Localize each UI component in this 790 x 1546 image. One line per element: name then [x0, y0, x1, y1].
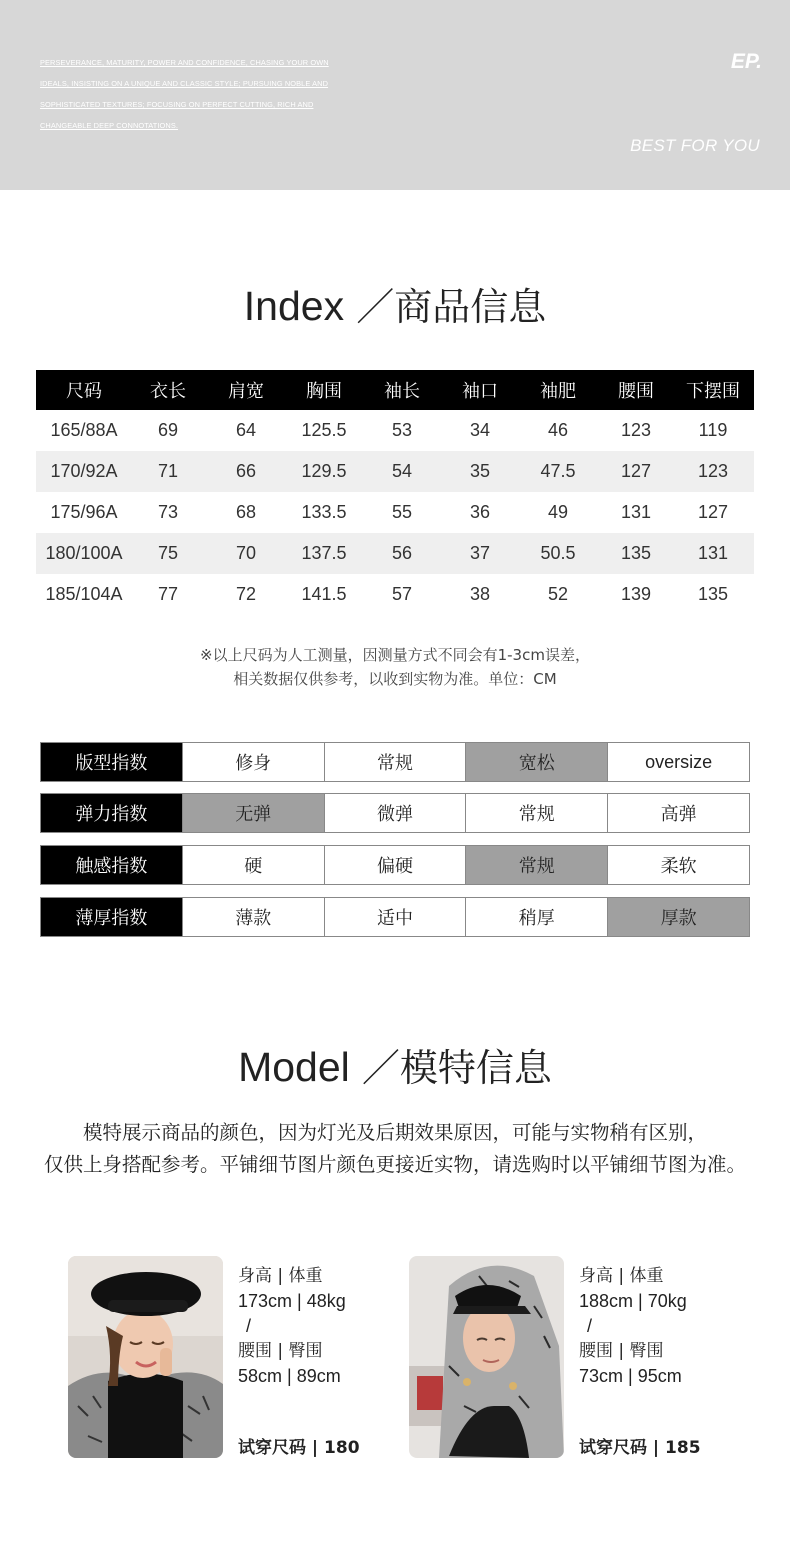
index-section-title: [0, 276, 790, 331]
thickness-index-row: [40, 897, 750, 937]
table-cell: 54: [360, 451, 444, 492]
table-cell: 34: [469, 420, 491, 440]
touch-index-row: [40, 845, 750, 885]
table-cell: 36: [469, 502, 491, 522]
column-header: 胸围: [288, 370, 360, 410]
table-cell: 131: [620, 502, 652, 522]
motto-line: IDEALS, INSISTING ON A UNIQUE AND CLASSIC STYLE; PURSUING NOBLE AND: [40, 79, 329, 88]
table-cell: 123: [672, 451, 754, 492]
table-cell: 127: [600, 451, 672, 492]
waist-hip-value: 73cm | 95cm: [579, 1366, 682, 1386]
table-cell: 175/96A: [50, 502, 118, 522]
table-cell: 135: [697, 584, 729, 604]
table-cell: 66: [204, 451, 288, 492]
index-option-selected: 宽松: [465, 743, 607, 781]
table-cell: 75: [132, 533, 204, 574]
index-option: 微弹: [324, 794, 466, 832]
table-cell: 37: [444, 533, 516, 574]
height-weight-label: 身高 | 体重: [238, 1266, 323, 1286]
index-option: 常规: [465, 794, 607, 832]
table-cell: 137.5: [288, 533, 360, 574]
brand-banner: [0, 0, 790, 190]
index-option: 常规: [324, 743, 466, 781]
waist-hip-value: 58cm | 89cm: [238, 1366, 341, 1386]
table-cell: 127: [697, 502, 729, 522]
table-cell: 135: [600, 533, 672, 574]
index-option: 适中: [324, 898, 466, 936]
title-en: Index: [243, 283, 345, 329]
model-photo: [409, 1256, 564, 1458]
desc-line: 仅供上身搭配参考。平铺细节图片颜色更接近实物，请选购时以平铺细节图为准。: [43, 1153, 746, 1176]
brand-tagline: BEST FOR YOU: [630, 136, 760, 155]
column-header: 下摆围: [672, 370, 754, 410]
table-cell: 125.5: [301, 420, 347, 440]
table-cell: 56: [360, 533, 444, 574]
info-divider: /: [587, 1316, 593, 1336]
table-row: [36, 492, 754, 533]
table-cell: 55: [391, 502, 413, 522]
table-cell: 185/104A: [45, 584, 123, 604]
table-cell: 64: [235, 420, 257, 440]
table-cell: 38: [469, 584, 491, 604]
table-cell: 50.5: [516, 533, 600, 574]
table-cell: 129.5: [288, 451, 360, 492]
height-weight-label: 身高 | 体重: [579, 1266, 664, 1286]
model-description: [0, 1117, 790, 1181]
index-option: oversize: [607, 743, 749, 781]
index-option-selected: 厚款: [607, 898, 749, 936]
index-option: 稍厚: [465, 898, 607, 936]
table-cell: 68: [235, 502, 257, 522]
model-photo: [68, 1256, 223, 1458]
table-cell: 133.5: [301, 502, 347, 522]
index-label: 触感指数: [41, 846, 182, 884]
motto-line: CHANGEABLE DEEP CONNOTATIONS.: [40, 121, 179, 130]
table-cell: 131: [672, 533, 754, 574]
table-cell: 139: [620, 584, 652, 604]
fit-size: 试穿尺码 | 180: [238, 1438, 360, 1458]
measurement-note: [0, 643, 790, 691]
index-option-selected: 常规: [465, 846, 607, 884]
table-cell: 49: [547, 502, 569, 522]
index-label: 弹力指数: [41, 794, 182, 832]
title-en: Model: [238, 1044, 350, 1090]
title-separator: ／: [361, 1046, 400, 1090]
height-weight-value: 173cm | 48kg: [238, 1291, 346, 1311]
table-cell: 73: [157, 502, 179, 522]
column-header: 衣长: [132, 370, 204, 410]
table-cell: 180/100A: [36, 533, 132, 574]
table-cell: 165/88A: [50, 420, 118, 440]
index-option: 修身: [182, 743, 324, 781]
title-separator: ／: [356, 285, 395, 329]
model-info: [579, 1264, 701, 1458]
title-cn: 商品信息: [394, 285, 547, 329]
fit-size: 试穿尺码 | 185: [579, 1438, 701, 1458]
column-header: 袖口: [444, 370, 516, 410]
index-option: 偏硬: [324, 846, 466, 884]
table-row: [36, 533, 754, 574]
index-option: 薄款: [182, 898, 324, 936]
table-cell: 47.5: [516, 451, 600, 492]
index-label: 薄厚指数: [41, 898, 182, 936]
table-cell: 35: [444, 451, 516, 492]
column-header: 袖肥: [516, 370, 600, 410]
table-cell: 72: [235, 584, 257, 604]
size-table: [36, 370, 754, 615]
note-line: 相关数据仅供参考，以收到实物为准。单位：CM: [233, 670, 557, 688]
fit-index-row: [40, 742, 750, 782]
height-weight-value: 188cm | 70kg: [579, 1291, 687, 1311]
waist-hip-label: 腰围 | 臀围: [579, 1341, 664, 1361]
table-row: [36, 574, 754, 615]
table-cell: 71: [132, 451, 204, 492]
table-cell: 123: [620, 420, 652, 440]
index-option-selected: 无弹: [182, 794, 324, 832]
note-line: ※以上尺码为人工测量，因测量方式不同会有1-3cm误差，: [200, 646, 590, 664]
index-option: 柔软: [607, 846, 749, 884]
table-cell: 53: [391, 420, 413, 440]
model-section-title: [0, 1037, 790, 1092]
size-table-header-row: [36, 370, 754, 410]
column-header: 腰围: [600, 370, 672, 410]
desc-line: 模特展示商品的颜色，因为灯光及后期效果原因，可能与实物稍有区别，: [82, 1121, 707, 1144]
waist-hip-label: 腰围 | 臀围: [238, 1341, 323, 1361]
brand-logo: EP.: [730, 50, 762, 73]
table-row: [36, 410, 754, 451]
brand-motto: [40, 52, 370, 136]
column-header: 肩宽: [204, 370, 288, 410]
index-option: 硬: [182, 846, 324, 884]
motto-line: PERSEVERANCE, MATURITY, POWER AND CONFIDENCE, CHASING YOUR OWN: [40, 58, 329, 67]
table-cell: 141.5: [301, 584, 347, 604]
info-divider: /: [246, 1316, 252, 1336]
table-cell: 46: [547, 420, 569, 440]
column-header: 袖长: [360, 370, 444, 410]
table-cell: 52: [547, 584, 569, 604]
table-cell: 57: [391, 584, 413, 604]
title-cn: 模特信息: [399, 1046, 552, 1090]
index-option: 高弹: [607, 794, 749, 832]
table-row: [36, 451, 754, 492]
elasticity-index-row: [40, 793, 750, 833]
table-cell: 170/92A: [36, 451, 132, 492]
table-cell: 70: [204, 533, 288, 574]
motto-line: SOPHISTICATED TEXTURES; FOCUSING ON PERFECT CUTTING, RICH AND: [40, 100, 314, 109]
table-cell: 119: [698, 420, 728, 440]
table-cell: 77: [157, 584, 179, 604]
column-header: 尺码: [36, 370, 132, 410]
index-label: 版型指数: [41, 743, 182, 781]
table-cell: 69: [157, 420, 179, 440]
model-info: [238, 1264, 360, 1458]
